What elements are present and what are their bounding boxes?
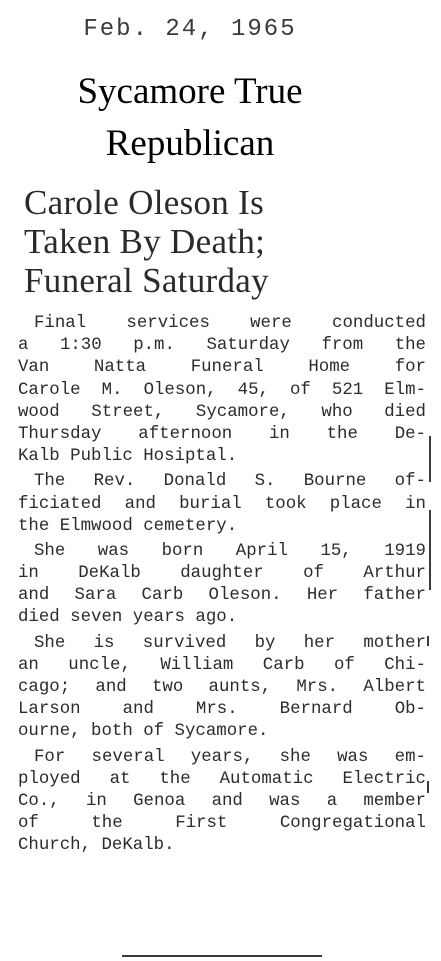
newspaper-name: [10, 66, 370, 170]
article-paragraph: [18, 633, 426, 744]
clipping-edge-mark: [427, 781, 429, 793]
article-paragraph: [18, 313, 426, 468]
article-line: Carole M. Oleson, 45, of 521 Elm-: [18, 380, 426, 400]
article-line: For several years, she was em-: [34, 747, 426, 767]
clipping-edge-mark: [427, 636, 429, 646]
newspaper-name-line: Republican: [105, 123, 275, 164]
article-line: a 1:30 p.m. Saturday from the: [18, 336, 426, 356]
article-line: She is survived by her mother: [34, 633, 426, 653]
article-line: ployed at the Automatic Electric: [18, 769, 426, 789]
article-line: ourne, both of Sycamore.: [18, 722, 269, 742]
article-paragraph: [18, 747, 426, 858]
newspaper-name-line: Sycamore True: [77, 71, 303, 112]
article-line: died seven years ago.: [18, 608, 238, 628]
clipping-date: Feb. 24, 1965: [83, 16, 297, 43]
article-body: [18, 313, 426, 858]
clipping-edge-mark: [429, 436, 431, 482]
article-line: Larson and Mrs. Bernard Ob-: [18, 700, 426, 720]
clipping-edge-mark: [429, 510, 431, 590]
article-line: and Sara Carb Oleson. Her father: [18, 586, 426, 606]
headline: [24, 183, 424, 300]
article-line: the Elmwood cemetery.: [18, 516, 238, 536]
article-line: Van Natta Funeral Home for: [18, 358, 426, 378]
article-line: in DeKalb daughter of Arthur: [18, 564, 426, 584]
article-line: Final services were conducted: [34, 314, 426, 333]
article-paragraph: [18, 471, 426, 538]
article-line: wood Street, Sycamore, who died: [18, 402, 426, 422]
article-line: She was born April 15, 1919: [34, 541, 426, 561]
article-line: Church, DeKalb.: [18, 836, 175, 856]
headline-line: Taken By Death;: [24, 222, 266, 261]
article-line: Kalb Public Hosiptal.: [18, 447, 238, 467]
article-line: Co., in Genoa and was a member: [18, 791, 426, 811]
article-line: ficiated and burial took place in: [18, 494, 426, 514]
article-paragraph: [18, 541, 426, 630]
bottom-rule: [122, 955, 322, 957]
headline-line: Funeral Saturday: [24, 261, 269, 300]
headline-line: Carole Oleson Is: [24, 183, 265, 222]
article-line: of the First Congregational: [18, 814, 426, 834]
article-line: Thursday afternoon in the De-: [18, 424, 426, 444]
article-line: The Rev. Donald S. Bourne of-: [34, 472, 426, 492]
article-line: an uncle, William Carb of Chi-: [18, 655, 426, 675]
article-line: cago; and two aunts, Mrs. Albert: [18, 678, 426, 697]
